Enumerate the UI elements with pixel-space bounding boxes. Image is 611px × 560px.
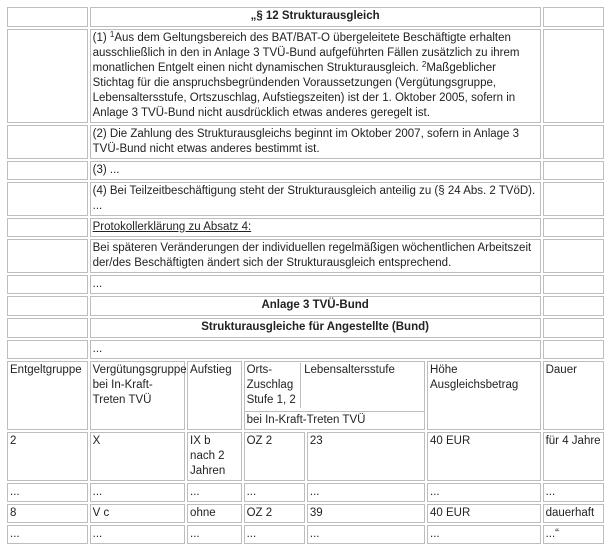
header-verguetungsgruppe: Vergütungsgruppe bei In-Kraft-Treten TVÜ [90,361,185,430]
side-cell [7,182,88,216]
document-table [5,5,606,546]
table-cell-dauer: für 4 Jahre [543,432,604,481]
side-cell [543,7,604,27]
side-cell [543,239,604,273]
side-cell [543,182,604,216]
table-cell-aufstieg: IX b nach 2 Jahren [187,432,242,481]
side-cell [7,275,88,294]
table-cell-vg: ... [90,525,185,544]
paragraph-4: (4) Bei Teilzeitbeschäftigung steht der Strukturausgleich anteilig zu (§ 24 Abs. 2 TVöD). ... [90,182,541,216]
side-cell [7,239,88,273]
table-cell-oz: OZ 2 [244,504,305,523]
table-cell-oz: OZ 2 [244,432,305,481]
side-cell [543,218,604,237]
annex-subtitle: Strukturausgleiche für Angestellte (Bund) [90,318,541,338]
protocol-title: Protokollerklärung zu Absatz 4: [90,218,541,237]
side-cell [543,318,604,338]
side-cell [7,29,88,123]
table-cell-aufstieg: ... [187,483,242,502]
section-heading: „§ 12 Strukturausgleich [90,7,541,27]
protocol-text: Bei späteren Veränderungen der individuellen regelmäßigen wöchentlichen Arbeitszeit der/des Beschäftigten ändert sich der Strukturausgleich entsprechend. [90,239,541,273]
table-cell-hoehe: 40 EUR [427,432,541,481]
header-inner [247,363,422,428]
header-aufstieg: Aufstieg [187,361,242,430]
table-cell-dauer: ...“ [543,525,604,544]
table-cell-aufstieg: ... [187,525,242,544]
header-lebensaltersstufe: Lebensaltersstufe [304,364,395,376]
header-oz-la-group [244,361,425,430]
table-cell-vg: ... [90,483,185,502]
table-cell-aufstieg: ohne [187,504,242,523]
table-cell-la: ... [307,483,425,502]
side-cell [543,340,604,359]
table-cell-eg: 8 [7,504,88,523]
side-cell [7,296,88,316]
side-cell [7,218,88,237]
side-cell [543,161,604,180]
ellipsis-row: ... [90,340,541,359]
table-cell-vg: X [90,432,185,481]
table-cell-hoehe: 40 EUR [427,504,541,523]
table-cell-la: ... [307,525,425,544]
header-hoehe: Höhe Ausgleichsbetrag [427,361,541,430]
table-cell-hoehe: ... [427,525,541,544]
paragraph-3: (3) ... [90,161,541,180]
table-cell-la: 39 [307,504,425,523]
side-cell [543,125,604,159]
side-cell [7,161,88,180]
paragraph-2: (2) Die Zahlung des Strukturausgleichs beginnt im Oktober 2007, sofern in Anlage 3 TVÜ-Bund nicht etwas anderes bestimmt ist. [90,125,541,159]
table-cell-eg: ... [7,483,88,502]
header-ortszuschlag: Orts-Zuschlag Stufe 1, 2 [247,363,301,408]
side-cell [543,29,604,123]
side-cell [7,318,88,338]
paragraph-1: (1) $^1$Aus dem Geltungsbereich des BAT/BAT-O übergeleitete Beschäftigte erhalten ausschließlich in den in Anlage 3 TVÜ-Bund aufgeführten Fällen zusätzlich zu ihrem monatlichen Entgelt einen nicht dynamischen Strukturausgleich. $^2$Maßgeblicher Stichtag für die anspruchsbegründenden Voraussetzungen (Vergütungsgruppe, Lebensaltersstufe, Ortszuschlag, Aufstiegszeiten) ist der 1. Oktober 2005, sofern in Anlage 3 TVÜ-Bund nicht ausdrücklich etwas anderes geregelt ist. [90,29,541,123]
side-cell [7,125,88,159]
table-cell-eg: ... [7,525,88,544]
table-cell-vg: V c [90,504,185,523]
table-cell-oz: ... [244,483,305,502]
side-cell [543,296,604,316]
side-cell [7,7,88,27]
table-cell-dauer: dauerhaft [543,504,604,523]
table-cell-eg: 2 [7,432,88,481]
table-cell-hoehe: ... [427,483,541,502]
header-shared-note: bei In-Kraft-Treten TVÜ [247,408,422,428]
ellipsis-row: ... [90,275,541,294]
table-cell-dauer: ... [543,483,604,502]
annex-title: Anlage 3 TVÜ-Bund [90,296,541,316]
side-cell [7,340,88,359]
header-dauer: Dauer [543,361,604,430]
header-entgeltgruppe: Entgeltgruppe [7,361,88,430]
table-cell-la: 23 [307,432,425,481]
table-cell-oz: ... [244,525,305,544]
side-cell [543,275,604,294]
